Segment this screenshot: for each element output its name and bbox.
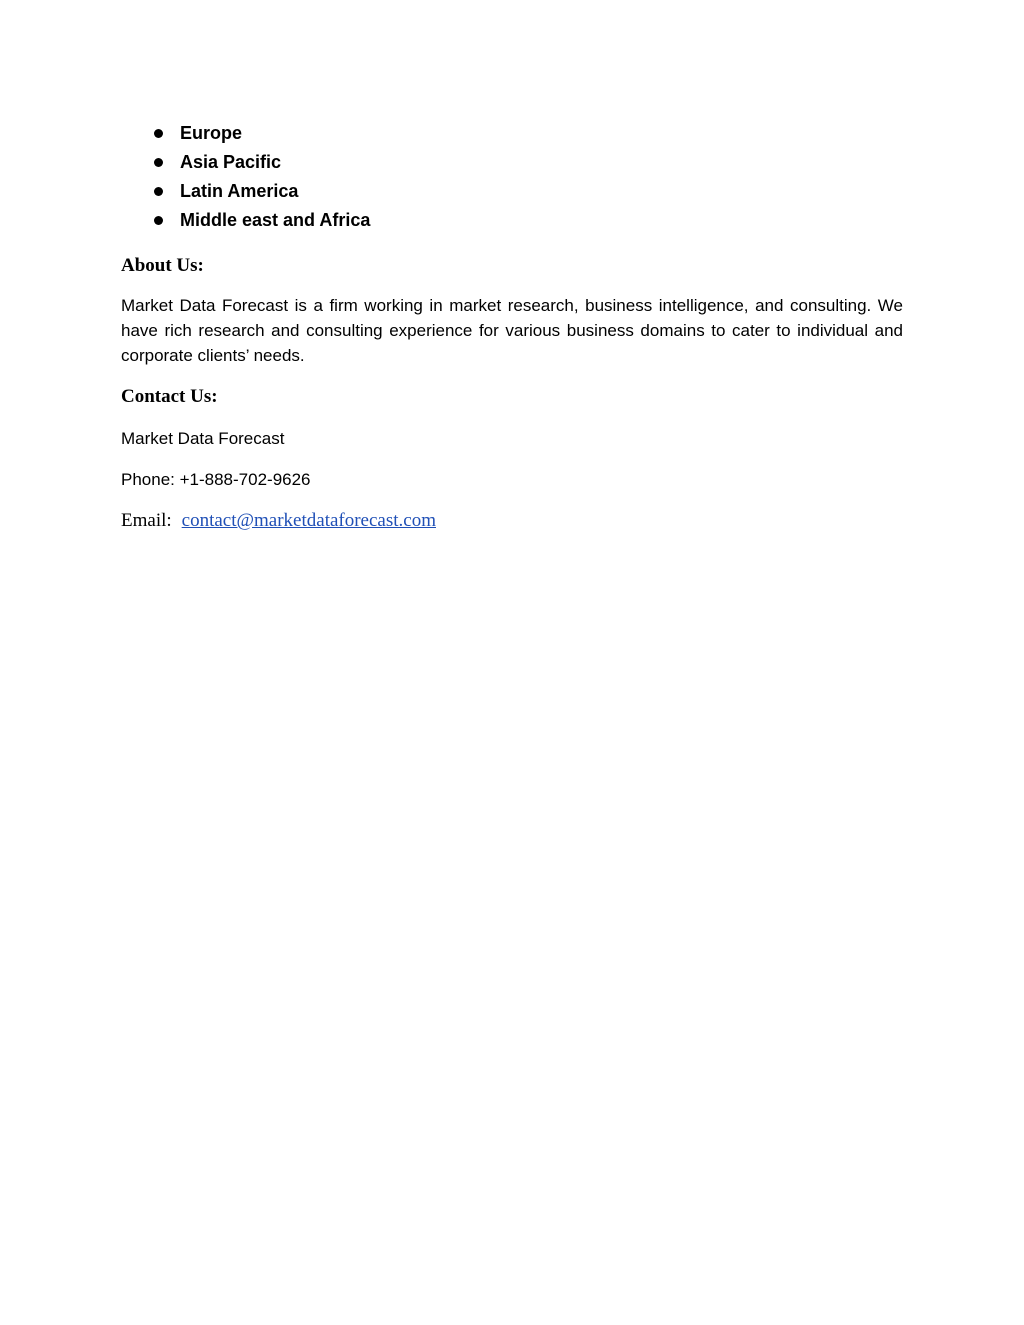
regions-list <box>121 119 903 235</box>
email-link[interactable]: contact@marketdataforecast.com <box>181 510 436 531</box>
email-label: Email: <box>121 510 172 531</box>
list-item <box>121 177 903 206</box>
about-heading: About Us: <box>121 255 204 276</box>
region-middle-east-africa: Middle east and Africa <box>180 210 371 230</box>
list-item <box>121 148 903 177</box>
contact-heading: Contact Us: <box>121 386 218 407</box>
region-europe: Europe <box>180 123 243 143</box>
region-asia-pacific: Asia Pacific <box>180 152 282 172</box>
list-item <box>121 206 903 235</box>
bullet-icon <box>154 158 163 167</box>
email-line <box>121 508 903 533</box>
list-item <box>121 119 903 148</box>
company-name: Market Data Forecast <box>121 429 285 448</box>
about-text: Market Data Forecast is a firm working in market research, business intelligence, and consulting. We have rich research and consulting experience for various business domains to cater to individual and corporate clients’ needs. <box>121 296 903 365</box>
region-latin-america: Latin America <box>180 181 299 201</box>
page-content <box>121 119 903 552</box>
phone-number: Phone: +1-888-702-9626 <box>121 470 311 489</box>
bullet-icon <box>154 129 163 138</box>
bullet-icon <box>154 187 163 196</box>
bullet-icon <box>154 216 163 225</box>
